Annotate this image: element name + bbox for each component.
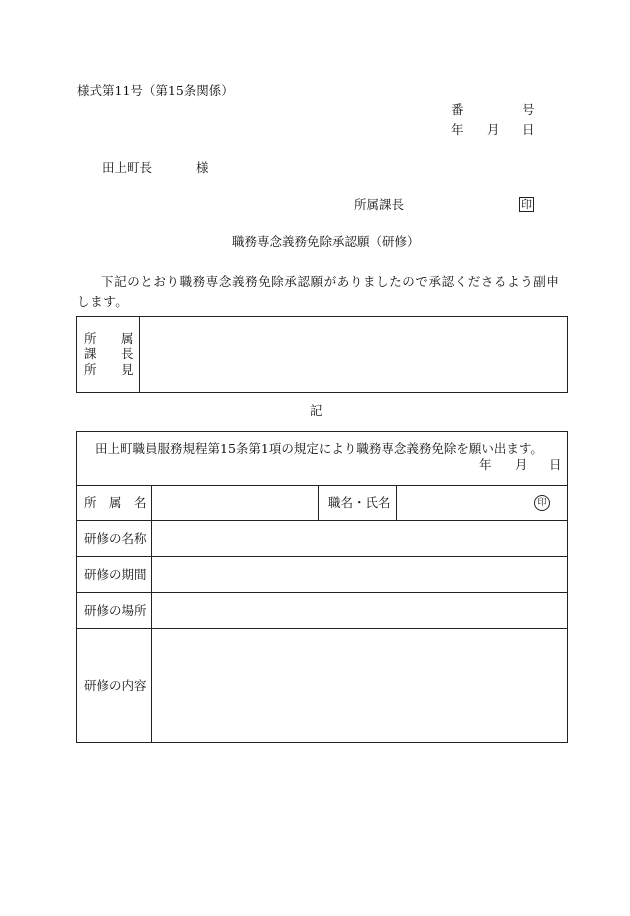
date-day-label: 日 xyxy=(522,122,535,137)
training-content-label: 研修の内容 xyxy=(84,678,147,693)
table-name-label-right-divider xyxy=(396,485,397,520)
table-label-column-divider xyxy=(151,485,152,743)
addressee-honorific: 様 xyxy=(196,160,209,175)
date-month-label: 月 xyxy=(487,122,500,137)
request-table xyxy=(76,431,568,743)
opinion-label-1b: 属 xyxy=(121,331,134,346)
affiliation-label: 所 属 名 xyxy=(84,495,147,510)
request-paragraph: 下記のとおり職務専念義務免除承認願がありましたので承認くださるよう副申します。 xyxy=(77,274,560,309)
table-rule-2 xyxy=(76,520,568,521)
seal-circle-icon: 印 xyxy=(534,495,550,511)
opinion-label-2b: 長 xyxy=(121,346,134,361)
addressee-name: 田上町長 xyxy=(102,160,153,175)
opinion-label-3a: 所 xyxy=(84,362,97,377)
table-statement: 田上町職員服務規程第15条第1項の規定により職務専念義務免除を願い出ます。 xyxy=(95,441,543,456)
training-period-label: 研修の期間 xyxy=(84,567,147,582)
table-month-label: 月 xyxy=(515,457,528,472)
table-year-label: 年 xyxy=(479,457,492,472)
opinion-box-divider xyxy=(139,316,140,393)
department-head-seal xyxy=(519,197,534,212)
opinion-label-3b: 見 xyxy=(121,362,134,377)
number-go-label: 号 xyxy=(522,102,535,117)
table-name-label-left-divider xyxy=(318,485,319,520)
table-rule-3 xyxy=(76,556,568,557)
opinion-box xyxy=(76,316,568,393)
seal-stamp-icon: 印 xyxy=(521,198,532,211)
form-number: 様式第11号（第15条関係） xyxy=(77,83,234,98)
opinion-label-2a: 課 xyxy=(84,346,97,361)
document-title: 職務専念義務免除承認願（研修） xyxy=(232,234,420,249)
name-label: 職名・氏名 xyxy=(328,495,391,510)
table-day-label: 日 xyxy=(549,457,562,472)
training-place-label: 研修の場所 xyxy=(84,603,147,618)
table-rule-5 xyxy=(76,628,568,629)
department-head-label: 所属課長 xyxy=(354,197,405,212)
date-year-label: 年 xyxy=(451,122,464,137)
table-rule-1 xyxy=(76,485,568,486)
ki-heading: 記 xyxy=(310,403,323,418)
table-rule-4 xyxy=(76,592,568,593)
number-ban-label: 番 xyxy=(451,102,464,117)
training-name-label: 研修の名称 xyxy=(84,531,147,546)
opinion-label-1a: 所 xyxy=(84,331,97,346)
